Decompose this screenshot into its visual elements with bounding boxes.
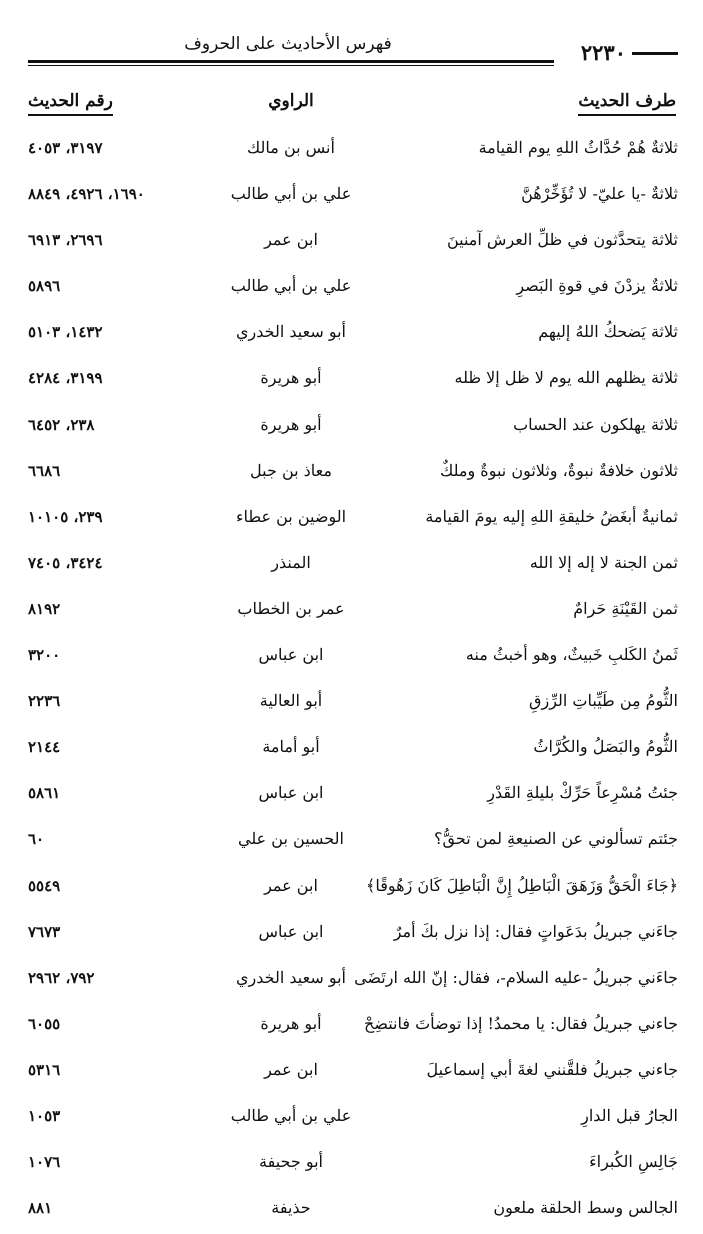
hadith-index-list [28, 128, 678, 1234]
narrator-name: الحسين بن علي [238, 829, 344, 849]
hadith-numbers: ٥٨٩٦ [28, 277, 61, 296]
index-entry [28, 635, 678, 681]
hadith-incipit: الثُّومُ والبَصَلُ والكُرَّاثُ [533, 737, 678, 757]
narrator-name: ابن عباس [258, 783, 324, 803]
hadith-numbers: ١٠٥٣ [28, 1106, 61, 1125]
narrator-name: علي بن أبي طالب [230, 1105, 352, 1125]
hadith-incipit: جاءني جبريلُ فلقَّنني لغةَ أبي إسماعيلَ [426, 1059, 678, 1079]
index-entry [28, 174, 678, 220]
narrator-name: ابن عمر [264, 875, 318, 895]
index-entry [28, 358, 678, 404]
page-number: ٢٢٣٠ [580, 40, 626, 65]
hadith-incipit: ثلاثةٌ -يا عليّ- لا تُؤَخِّرْهُنَّ [521, 184, 678, 204]
hadith-incipit: ثلاثون خلافةٌ نبوةٌ، وثلاثون نبوةٌ وملكٌ [440, 460, 678, 480]
index-entry [28, 773, 678, 819]
hadith-numbers: ٣٤٢٤، ٧٤٠٥ [28, 553, 103, 572]
narrator-name: المنذر [271, 552, 311, 572]
hadith-numbers: ٢٦٩٦، ٦٩١٣ [28, 231, 103, 250]
hadith-incipit: جاءني جبريلُ فقال: يا محمدُ! إذا توضأتَ فانتضِحْ [364, 1013, 678, 1033]
narrator-name: ابن عمر [264, 1059, 318, 1079]
index-entry [28, 912, 678, 958]
narrator-name: أبو هريرة [260, 414, 322, 434]
header-rule [28, 60, 554, 63]
hadith-numbers: ٢٣٨، ٦٤٥٢ [28, 415, 95, 434]
hadith-incipit: ثلاثة يتحدَّثون في ظلِّ العرش آمنينَ [446, 230, 678, 250]
narrator-name: أبو هريرة [260, 1013, 322, 1033]
hadith-numbers: ٥٥٤٩ [28, 876, 61, 895]
hadith-incipit: جئتم تسألوني عن الصنيعةِ لمن تحقُّ؟ [434, 829, 678, 849]
index-entry [28, 220, 678, 266]
narrator-name: أبو جحيفة [259, 1152, 323, 1172]
hadith-incipit: ثلاثةٌ هُمْ حُدَّاثُ اللهِ يوم القيامة [478, 138, 678, 157]
hadith-incipit: ثلاثة يظلهم الله يوم لا ظل إلا ظله [454, 368, 678, 388]
hadith-numbers: ٣١٩٧، ٤٠٥٣ [28, 139, 103, 157]
hadith-incipit: الجالس وسط الحلقة ملعون [493, 1198, 678, 1218]
index-entry [28, 1142, 678, 1188]
narrator-name: الوضين بن عطاء [235, 506, 347, 526]
narrator-name: ابن عباس [258, 645, 324, 665]
narrator-name: ابن عمر [264, 230, 318, 250]
narrator-name: حذيفة [271, 1198, 311, 1218]
hadith-incipit: ثلاثة يهلكون عند الحساب [513, 414, 678, 434]
index-entry [28, 866, 678, 912]
hadith-numbers: ٢١٤٤ [28, 738, 61, 757]
index-entry [28, 1096, 678, 1142]
header-rule-short [632, 52, 678, 55]
column-header-narrator: الراوي [268, 91, 314, 111]
hadith-incipit: الجارُ قبل الدارِ [581, 1105, 678, 1125]
narrator-name: أبو سعيد الخدري [236, 967, 346, 987]
narrator-name: عمر بن الخطاب [237, 598, 345, 618]
hadith-numbers: ٧٦٧٣ [28, 922, 61, 941]
hadith-numbers: ٣٢٠٠ [28, 646, 61, 665]
index-entry [28, 589, 678, 635]
index-entry [28, 958, 678, 1004]
hadith-numbers: ١٦٩٠، ٤٩٢٦، ٨٨٤٩ [28, 185, 145, 204]
hadith-numbers: ٦٠٥٥ [28, 1014, 61, 1033]
narrator-name: أبو أمامة [262, 737, 320, 757]
index-entry [28, 543, 678, 589]
hadith-numbers: ٥٨٦١ [28, 784, 61, 803]
index-entry [28, 1050, 678, 1096]
index-entry [28, 266, 678, 312]
hadith-numbers: ٨٨١ [28, 1199, 53, 1218]
column-headers [28, 90, 678, 120]
column-header-hadith: طرف الحديث [578, 90, 676, 116]
page-header [28, 34, 678, 68]
hadith-incipit: جاءَني جبريلُ -عليه السلام-، فقال: إنّ الله ارتَضَى [354, 967, 678, 987]
hadith-numbers: ٢٢٣٦ [28, 692, 61, 711]
hadith-numbers: ٥٣١٦ [28, 1060, 61, 1079]
hadith-incipit: جئتُ مُسْرِعاً حَرِّكْ بليلةِ القَدْرِ [487, 783, 678, 803]
hadith-numbers: ٣١٩٩، ٤٢٨٤ [28, 369, 103, 388]
hadith-incipit: ثَمنُ الكَلبِ خَبيثٌ، وهو أخبثُ منه [465, 645, 678, 665]
hadith-incipit: ثلاثةٌ يزدْنَ في قوةِ البَصرِ [516, 276, 678, 296]
narrator-name: ابن عباس [258, 921, 324, 941]
index-entry [28, 819, 678, 865]
index-entry [28, 727, 678, 773]
hadith-incipit: الثُّومُ مِن طَيِّباتِ الرِّزقِ [529, 691, 678, 711]
narrator-name: علي بن أبي طالب [230, 276, 352, 296]
hadith-numbers: ١٠٧٦ [28, 1153, 61, 1172]
narrator-name: علي بن أبي طالب [230, 184, 352, 204]
hadith-incipit: ثلاثة يَضحكُ اللهُ إليهم [538, 322, 678, 342]
index-entry [28, 312, 678, 358]
index-entry [28, 1004, 678, 1050]
hadith-incipit: ﴿جَاءَ الْحَقُّ وَزَهَقَ الْبَاطِلُ إِنَّ الْبَاطِلَ كَانَ زَهُوقًا﴾ [365, 875, 678, 895]
narrator-name: معاذ بن جبل [250, 460, 332, 480]
column-header-number: رقم الحديث [28, 90, 113, 116]
index-entry [28, 128, 678, 174]
hadith-incipit: جَالِسِ الكُبراءَ [589, 1152, 678, 1172]
index-entry [28, 1188, 678, 1234]
header-rule-thin [28, 65, 554, 66]
hadith-incipit: ثمن القَيْنَةِ حَرامٌ [573, 598, 678, 618]
narrator-name: أبو العالية [259, 691, 323, 711]
hadith-numbers: ٦٦٨٦ [28, 461, 61, 480]
hadith-numbers: ١٤٣٢، ٥١٠٣ [28, 323, 103, 342]
index-entry [28, 451, 678, 497]
hadith-incipit: جاءَني جبريلُ بدَعَواتٍ فقال: إذا نزل بكَ أمرٌ [393, 921, 678, 941]
index-entry [28, 405, 678, 451]
narrator-name: أبو هريرة [260, 368, 322, 388]
running-title: فهرس الأحاديث على الحروف [184, 34, 392, 54]
hadith-incipit: ثمانيةٌ أبغَضُ خليقةِ اللهِ إليه يومَ القيامة [425, 506, 678, 526]
index-entry [28, 681, 678, 727]
hadith-numbers: ٧٩٢، ٢٩٦٢ [28, 968, 95, 987]
hadith-numbers: ٨١٩٢ [28, 599, 61, 618]
narrator-name: أبو سعيد الخدري [236, 322, 346, 342]
hadith-numbers: ٢٣٩، ١٠١٠٥ [28, 507, 103, 526]
index-entry [28, 497, 678, 543]
hadith-incipit: ثمن الجنة لا إله إلا الله [529, 552, 678, 572]
narrator-name: أنس بن مالك [247, 138, 335, 157]
hadith-numbers: ٦٠ [28, 830, 45, 849]
